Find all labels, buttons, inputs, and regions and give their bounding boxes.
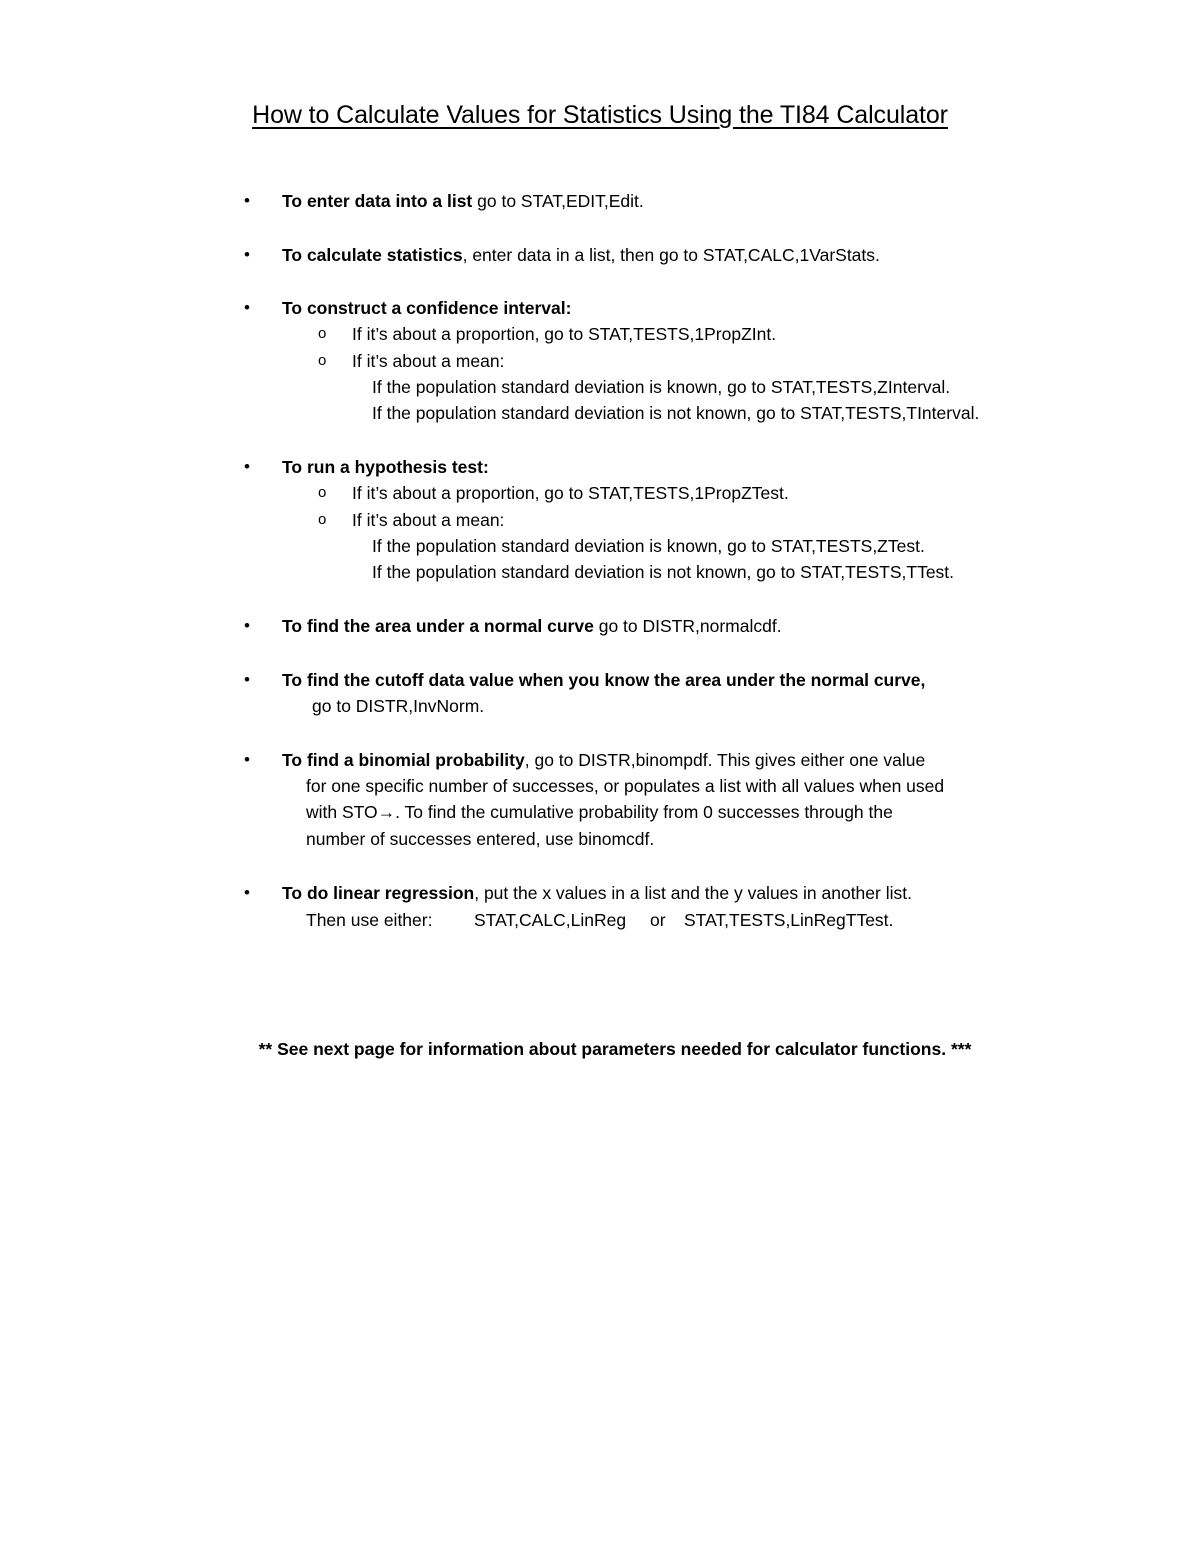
sub-bullet-marker: o <box>318 484 327 501</box>
item-invnorm-line2: go to DISTR,InvNorm. <box>312 696 485 716</box>
item-ht-heading-bold: To run a hypothesis test: <box>282 457 489 477</box>
item-linreg-bold: To do linear regression <box>282 883 475 903</box>
item-calc-stats <box>282 244 880 266</box>
item-ht-proportion: If it’s about a proportion, go to STAT,TESTS,1PropZTest. <box>352 483 789 503</box>
bullet-marker: • <box>244 191 250 210</box>
footer-note: ** See next page for information about parameters needed for calculator functions. *** <box>258 1039 972 1059</box>
item-ht-unknown: If the population standard deviation is not known, go to STAT,TESTS,TTest. <box>372 562 955 582</box>
bullet-marker: • <box>244 670 250 689</box>
item-normalcdf-bold: To find the area under a normal curve <box>282 616 594 636</box>
sub-bullet-marker: o <box>318 352 327 369</box>
item-normalcdf <box>282 615 782 637</box>
item-linreg-then: Then use either: <box>306 910 433 930</box>
item-ci-heading-bold: To construct a confidence interval: <box>282 298 572 318</box>
item-linreg <box>282 882 912 904</box>
bullet-marker: • <box>244 883 250 902</box>
bullet-marker: • <box>244 245 250 264</box>
item-enter-data <box>282 190 644 212</box>
item-linreg-or: or <box>650 910 666 930</box>
item-binom-line4: number of successes entered, use binomcdf. <box>306 829 655 849</box>
bullet-marker: • <box>244 457 250 476</box>
sub-bullet-marker: o <box>318 325 327 342</box>
item-invnorm-heading <box>282 669 925 691</box>
item-ht-mean: If it’s about a mean: <box>352 510 505 530</box>
sub-bullet-marker: o <box>318 511 327 528</box>
bullet-marker: • <box>244 750 250 769</box>
document-title: How to Calculate Values for Statistics Using the TI84 Calculator <box>252 101 948 129</box>
item-invnorm-bold: To find the cutoff data value when you know the area under the normal curve, <box>282 670 926 690</box>
item-ci-known: If the population standard deviation is known, go to STAT,TESTS,ZInterval. <box>372 377 951 397</box>
bullet-marker: • <box>244 298 250 317</box>
item-linreg-rest: , put the x values in a list and the y values in another list. <box>474 883 912 903</box>
item-ci-mean: If it’s about a mean: <box>352 351 505 371</box>
item-binom-line3: with STO→. To find the cumulative probability from 0 successes through the <box>306 802 893 822</box>
item-binom-rest: , go to DISTR,binompdf. This gives either one value <box>524 750 926 770</box>
item-ci-unknown: If the population standard deviation is not known, go to STAT,TESTS,TInterval. <box>372 403 980 423</box>
item-normalcdf-rest: go to DISTR,normalcdf. <box>593 616 782 636</box>
item-ci-proportion: If it’s about a proportion, go to STAT,TESTS,1PropZInt. <box>352 324 777 344</box>
item-calc-stats-bold: To calculate statistics <box>282 245 463 265</box>
item-binom-line2: for one specific number of successes, or populates a list with all values when used <box>306 776 945 796</box>
item-linreg-option-linreg: STAT,CALC,LinReg <box>474 910 627 930</box>
item-calc-stats-rest: , enter data in a list, then go to STAT,CALC,1VarStats. <box>462 245 880 265</box>
item-ci-heading <box>282 297 571 319</box>
item-ht-known: If the population standard deviation is known, go to STAT,TESTS,ZTest. <box>372 536 925 556</box>
item-enter-data-bold: To enter data into a list <box>282 191 473 211</box>
item-binom <box>282 749 925 771</box>
item-linreg-option-linregttest: STAT,TESTS,LinRegTTest. <box>684 910 894 930</box>
item-ht-heading <box>282 456 489 478</box>
item-binom-bold: To find a binomial probability <box>282 750 525 770</box>
bullet-marker: • <box>244 616 250 635</box>
item-enter-data-rest: go to STAT,EDIT,Edit. <box>472 191 644 211</box>
